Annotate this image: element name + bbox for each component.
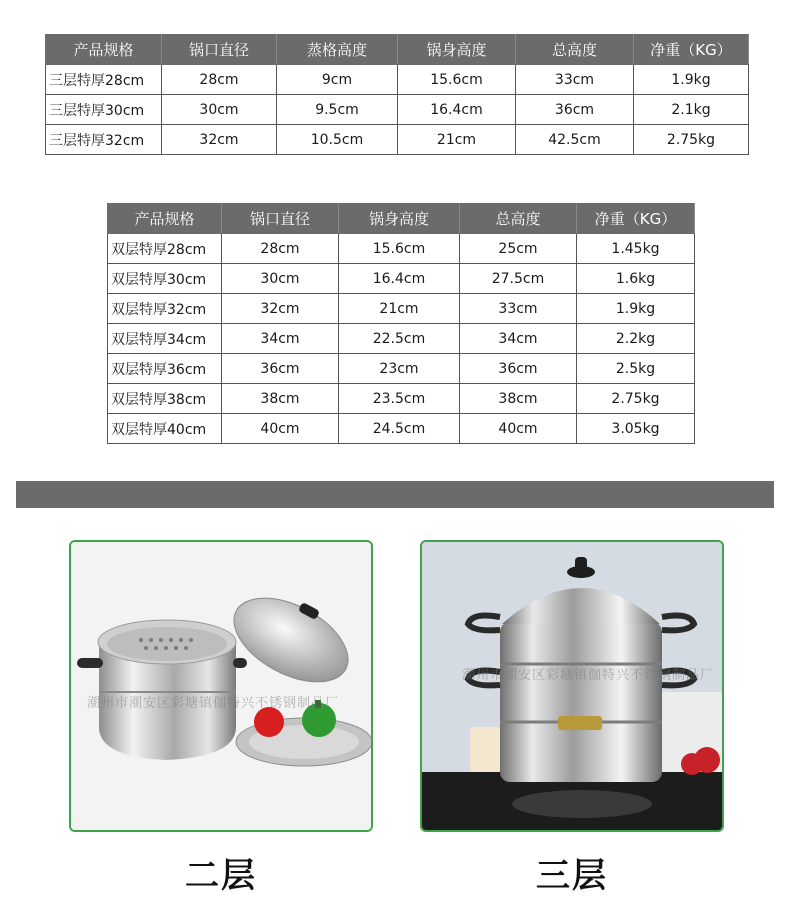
header-body-height: 锅身高度 bbox=[339, 204, 460, 234]
cell-spec: 双层特厚36cm bbox=[108, 354, 222, 384]
header-total-height: 总高度 bbox=[516, 35, 634, 65]
header-rim-diameter: 锅口直径 bbox=[222, 204, 339, 234]
cell-spec: 双层特厚34cm bbox=[108, 324, 222, 354]
cell-body-height: 21cm bbox=[398, 125, 516, 155]
watermark-text: 潮州市潮安区彩塘镇伽特兴不锈钢制品厂 bbox=[87, 696, 340, 711]
table-header-row bbox=[108, 204, 695, 234]
cell-total-height: 36cm bbox=[460, 354, 577, 384]
table-row bbox=[108, 354, 695, 384]
section-divider-bar bbox=[16, 481, 774, 508]
cell-spec: 三层特厚32cm bbox=[46, 125, 162, 155]
cell-rim-diameter: 30cm bbox=[222, 264, 339, 294]
cell-net-weight: 1.9kg bbox=[634, 65, 749, 95]
cell-spec: 双层特厚40cm bbox=[108, 414, 222, 444]
cell-steamer-height: 9.5cm bbox=[277, 95, 398, 125]
cell-body-height: 22.5cm bbox=[339, 324, 460, 354]
table-row bbox=[108, 384, 695, 414]
three-layer-spec-table bbox=[45, 34, 749, 155]
header-spec: 产品规格 bbox=[108, 204, 222, 234]
cell-total-height: 27.5cm bbox=[460, 264, 577, 294]
cell-rim-diameter: 30cm bbox=[162, 95, 277, 125]
cell-body-height: 24.5cm bbox=[339, 414, 460, 444]
cell-body-height: 23cm bbox=[339, 354, 460, 384]
table-row bbox=[46, 125, 749, 155]
header-steamer-height: 蒸格高度 bbox=[277, 35, 398, 65]
cell-spec: 三层特厚30cm bbox=[46, 95, 162, 125]
cell-spec: 双层特厚30cm bbox=[108, 264, 222, 294]
three-layer-steamer-photo bbox=[420, 540, 724, 832]
three-layer-steamer-illustration bbox=[422, 542, 722, 830]
cell-net-weight: 2.1kg bbox=[634, 95, 749, 125]
cell-total-height: 40cm bbox=[460, 414, 577, 444]
two-layer-steamer-illustration bbox=[71, 542, 371, 830]
cell-body-height: 16.4cm bbox=[398, 95, 516, 125]
cell-total-height: 25cm bbox=[460, 234, 577, 264]
cell-rim-diameter: 40cm bbox=[222, 414, 339, 444]
cell-rim-diameter: 32cm bbox=[162, 125, 277, 155]
cell-spec: 三层特厚28cm bbox=[46, 65, 162, 95]
cell-total-height: 33cm bbox=[516, 65, 634, 95]
cell-net-weight: 2.75kg bbox=[577, 384, 695, 414]
header-body-height: 锅身高度 bbox=[398, 35, 516, 65]
cell-net-weight: 2.5kg bbox=[577, 354, 695, 384]
cell-rim-diameter: 28cm bbox=[222, 234, 339, 264]
watermark-text: 潮州市潮安区彩塘镇伽特兴不锈钢制品厂 bbox=[462, 668, 715, 683]
cell-body-height: 15.6cm bbox=[339, 234, 460, 264]
cell-total-height: 38cm bbox=[460, 384, 577, 414]
cell-net-weight: 1.45kg bbox=[577, 234, 695, 264]
header-net-weight: 净重（KG） bbox=[577, 204, 695, 234]
two-layer-steamer-photo bbox=[69, 540, 373, 832]
header-total-height: 总高度 bbox=[460, 204, 577, 234]
header-spec: 产品规格 bbox=[46, 35, 162, 65]
cell-rim-diameter: 34cm bbox=[222, 324, 339, 354]
cell-net-weight: 2.75kg bbox=[634, 125, 749, 155]
cell-total-height: 42.5cm bbox=[516, 125, 634, 155]
cell-net-weight: 1.6kg bbox=[577, 264, 695, 294]
cell-steamer-height: 9cm bbox=[277, 65, 398, 95]
cell-body-height: 21cm bbox=[339, 294, 460, 324]
cell-spec: 双层特厚32cm bbox=[108, 294, 222, 324]
table-row bbox=[46, 65, 749, 95]
cell-rim-diameter: 36cm bbox=[222, 354, 339, 384]
header-rim-diameter: 锅口直径 bbox=[162, 35, 277, 65]
table-header-row bbox=[46, 35, 749, 65]
cell-rim-diameter: 32cm bbox=[222, 294, 339, 324]
cell-net-weight: 1.9kg bbox=[577, 294, 695, 324]
two-layer-caption: 二层 bbox=[185, 856, 257, 896]
three-layer-caption: 三层 bbox=[536, 856, 608, 896]
cell-body-height: 15.6cm bbox=[398, 65, 516, 95]
cell-body-height: 23.5cm bbox=[339, 384, 460, 414]
cell-body-height: 16.4cm bbox=[339, 264, 460, 294]
table-row bbox=[108, 264, 695, 294]
cell-rim-diameter: 38cm bbox=[222, 384, 339, 414]
cell-total-height: 34cm bbox=[460, 324, 577, 354]
table-row bbox=[108, 234, 695, 264]
cell-net-weight: 3.05kg bbox=[577, 414, 695, 444]
table-row bbox=[108, 414, 695, 444]
table-row bbox=[46, 95, 749, 125]
header-net-weight: 净重（KG） bbox=[634, 35, 749, 65]
cell-steamer-height: 10.5cm bbox=[277, 125, 398, 155]
table-row bbox=[108, 294, 695, 324]
cell-total-height: 33cm bbox=[460, 294, 577, 324]
cell-rim-diameter: 28cm bbox=[162, 65, 277, 95]
double-layer-spec-table bbox=[107, 203, 695, 444]
cell-spec: 双层特厚38cm bbox=[108, 384, 222, 414]
cell-net-weight: 2.2kg bbox=[577, 324, 695, 354]
table-row bbox=[108, 324, 695, 354]
cell-total-height: 36cm bbox=[516, 95, 634, 125]
cell-spec: 双层特厚28cm bbox=[108, 234, 222, 264]
